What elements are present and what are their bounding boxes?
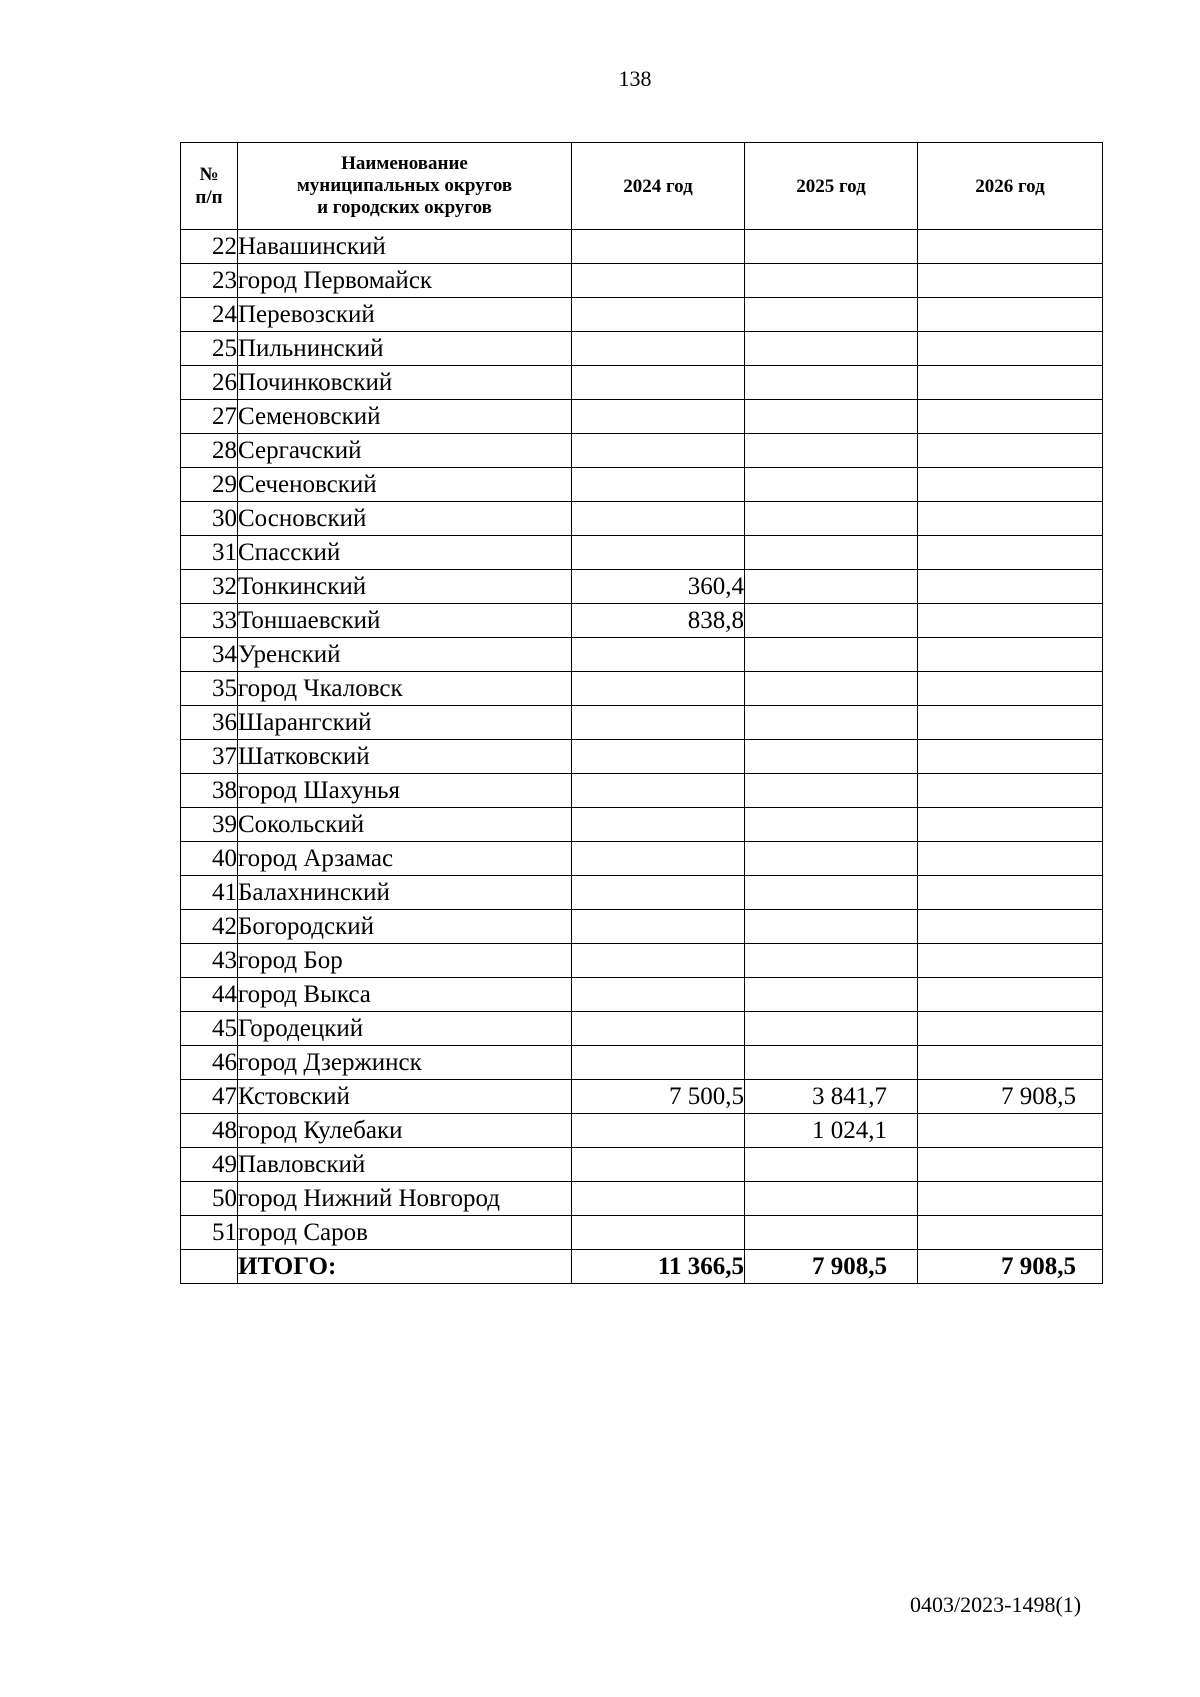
header-2026: 2026 год xyxy=(918,143,1103,230)
total-2025: 7 908,5 xyxy=(745,1250,918,1284)
value-2026 xyxy=(918,264,1103,298)
value-2026 xyxy=(918,638,1103,672)
row-number: 47 xyxy=(181,1080,238,1114)
value-2026 xyxy=(918,1046,1103,1080)
district-name: Семеновский xyxy=(238,400,572,434)
header-name-label: Наименование муниципальных округов и городских округов xyxy=(296,153,513,218)
value-2026 xyxy=(918,706,1103,740)
table-row xyxy=(181,604,1103,638)
value-2024: 360,4 xyxy=(572,570,745,604)
page-number: 138 xyxy=(618,66,652,91)
row-number: 42 xyxy=(181,910,238,944)
district-name: Навашинский xyxy=(238,230,572,264)
table-row xyxy=(181,638,1103,672)
row-number: 23 xyxy=(181,264,238,298)
row-number: 48 xyxy=(181,1114,238,1148)
value-2026 xyxy=(918,332,1103,366)
district-name: Пильнинский xyxy=(238,332,572,366)
value-2026 xyxy=(918,672,1103,706)
value-2025 xyxy=(745,706,918,740)
table-row xyxy=(181,570,1103,604)
table-row xyxy=(181,298,1103,332)
total-label: ИТОГО: xyxy=(238,1250,572,1284)
value-2026 xyxy=(918,1182,1103,1216)
district-name: город Шахунья xyxy=(238,774,572,808)
value-2026: 7 908,5 xyxy=(918,1080,1103,1114)
table-row xyxy=(181,230,1103,264)
table-row xyxy=(181,1012,1103,1046)
value-2025 xyxy=(745,638,918,672)
document-code: 0403/2023-1498(1) xyxy=(910,1592,1082,1617)
value-2024 xyxy=(572,638,745,672)
value-2026 xyxy=(918,774,1103,808)
value-2026 xyxy=(918,1216,1103,1250)
district-name: Сокольский xyxy=(238,808,572,842)
value-2024 xyxy=(572,706,745,740)
value-2025 xyxy=(745,876,918,910)
value-2026 xyxy=(918,876,1103,910)
value-2025 xyxy=(745,536,918,570)
value-2024 xyxy=(572,400,745,434)
value-2026 xyxy=(918,366,1103,400)
value-2025 xyxy=(745,298,918,332)
value-2024 xyxy=(572,468,745,502)
value-2026 xyxy=(918,400,1103,434)
value-2025 xyxy=(745,1216,918,1250)
row-number: 27 xyxy=(181,400,238,434)
district-name: Тоншаевский xyxy=(238,604,572,638)
budget-table xyxy=(180,142,1103,1284)
value-2025 xyxy=(745,978,918,1012)
district-name: город Кулебаки xyxy=(238,1114,572,1148)
value-2025 xyxy=(745,434,918,468)
district-name: Кстовский xyxy=(238,1080,572,1114)
district-name: Сергачский xyxy=(238,434,572,468)
row-number: 31 xyxy=(181,536,238,570)
value-2024 xyxy=(572,298,745,332)
row-number: 38 xyxy=(181,774,238,808)
district-name: Шарангский xyxy=(238,706,572,740)
table-row xyxy=(181,706,1103,740)
district-name: город Дзержинск xyxy=(238,1046,572,1080)
district-name: Городецкий xyxy=(238,1012,572,1046)
district-name: Починковский xyxy=(238,366,572,400)
table-body xyxy=(181,230,1103,1250)
district-name: Перевозский xyxy=(238,298,572,332)
row-number: 24 xyxy=(181,298,238,332)
value-2026 xyxy=(918,604,1103,638)
row-number: 26 xyxy=(181,366,238,400)
value-2024 xyxy=(572,1012,745,1046)
district-name: Сеченовский xyxy=(238,468,572,502)
row-number: 34 xyxy=(181,638,238,672)
district-name: Балахнинский xyxy=(238,876,572,910)
total-2026: 7 908,5 xyxy=(918,1250,1103,1284)
table-row xyxy=(181,910,1103,944)
value-2024 xyxy=(572,978,745,1012)
value-2026 xyxy=(918,434,1103,468)
district-name: город Нижний Новгород xyxy=(238,1182,572,1216)
value-2026 xyxy=(918,978,1103,1012)
value-2026 xyxy=(918,570,1103,604)
table-row xyxy=(181,1046,1103,1080)
value-2024 xyxy=(572,502,745,536)
row-number: 50 xyxy=(181,1182,238,1216)
row-number: 39 xyxy=(181,808,238,842)
value-2025: 1 024,1 xyxy=(745,1114,918,1148)
value-2024 xyxy=(572,1046,745,1080)
value-2026 xyxy=(918,842,1103,876)
header-2025: 2025 год xyxy=(745,143,918,230)
table-row xyxy=(181,400,1103,434)
value-2025 xyxy=(745,910,918,944)
table-row xyxy=(181,672,1103,706)
row-number: 44 xyxy=(181,978,238,1012)
value-2026 xyxy=(918,230,1103,264)
district-name: город Саров xyxy=(238,1216,572,1250)
row-number: 49 xyxy=(181,1148,238,1182)
value-2026 xyxy=(918,298,1103,332)
row-number: 43 xyxy=(181,944,238,978)
row-number: 25 xyxy=(181,332,238,366)
district-name: город Выкса xyxy=(238,978,572,1012)
district-name: Шатковский xyxy=(238,740,572,774)
header-num xyxy=(181,143,238,230)
value-2024: 7 500,5 xyxy=(572,1080,745,1114)
total-2024: 11 366,5 xyxy=(572,1250,745,1284)
value-2025 xyxy=(745,944,918,978)
value-2026 xyxy=(918,808,1103,842)
row-number: 36 xyxy=(181,706,238,740)
table-row xyxy=(181,468,1103,502)
row-number: 22 xyxy=(181,230,238,264)
value-2024 xyxy=(572,1216,745,1250)
value-2026 xyxy=(918,536,1103,570)
value-2026 xyxy=(918,502,1103,536)
value-2025 xyxy=(745,1012,918,1046)
table-row xyxy=(181,332,1103,366)
value-2024 xyxy=(572,332,745,366)
value-2025 xyxy=(745,1046,918,1080)
row-number: 28 xyxy=(181,434,238,468)
value-2026 xyxy=(918,1012,1103,1046)
table-row xyxy=(181,434,1103,468)
row-number: 29 xyxy=(181,468,238,502)
value-2025 xyxy=(745,1182,918,1216)
row-number: 51 xyxy=(181,1216,238,1250)
table-row xyxy=(181,1148,1103,1182)
district-name: Павловский xyxy=(238,1148,572,1182)
value-2025 xyxy=(745,740,918,774)
district-name: город Первомайск xyxy=(238,264,572,298)
value-2025 xyxy=(745,366,918,400)
value-2026 xyxy=(918,740,1103,774)
value-2026 xyxy=(918,1114,1103,1148)
table-row xyxy=(181,1216,1103,1250)
value-2025 xyxy=(745,468,918,502)
value-2024 xyxy=(572,230,745,264)
table-row xyxy=(181,842,1103,876)
row-number: 30 xyxy=(181,502,238,536)
table-header-row xyxy=(181,143,1103,230)
value-2025 xyxy=(745,604,918,638)
total-num-cell xyxy=(181,1250,238,1284)
value-2024 xyxy=(572,672,745,706)
row-number: 45 xyxy=(181,1012,238,1046)
value-2024 xyxy=(572,536,745,570)
value-2024 xyxy=(572,876,745,910)
table-row xyxy=(181,1182,1103,1216)
district-name: город Арзамас xyxy=(238,842,572,876)
value-2025 xyxy=(745,332,918,366)
value-2024 xyxy=(572,1148,745,1182)
district-name: Богородский xyxy=(238,910,572,944)
row-number: 41 xyxy=(181,876,238,910)
value-2025 xyxy=(745,774,918,808)
value-2024 xyxy=(572,910,745,944)
value-2024 xyxy=(572,808,745,842)
table-row xyxy=(181,808,1103,842)
value-2025 xyxy=(745,264,918,298)
value-2025 xyxy=(745,842,918,876)
row-number: 33 xyxy=(181,604,238,638)
value-2024 xyxy=(572,842,745,876)
value-2025 xyxy=(745,230,918,264)
value-2024 xyxy=(572,1182,745,1216)
value-2025: 3 841,7 xyxy=(745,1080,918,1114)
total-row xyxy=(181,1250,1103,1284)
header-num-label: № п/п xyxy=(195,164,223,208)
table-row xyxy=(181,876,1103,910)
value-2024: 838,8 xyxy=(572,604,745,638)
table-row xyxy=(181,366,1103,400)
value-2025 xyxy=(745,502,918,536)
value-2024 xyxy=(572,944,745,978)
row-number: 46 xyxy=(181,1046,238,1080)
table-row xyxy=(181,774,1103,808)
value-2026 xyxy=(918,1148,1103,1182)
table-row xyxy=(181,502,1103,536)
district-name: Спасский xyxy=(238,536,572,570)
value-2024 xyxy=(572,740,745,774)
row-number: 35 xyxy=(181,672,238,706)
value-2024 xyxy=(572,1114,745,1148)
value-2025 xyxy=(745,1148,918,1182)
table-row xyxy=(181,944,1103,978)
value-2025 xyxy=(745,672,918,706)
value-2025 xyxy=(745,400,918,434)
value-2024 xyxy=(572,774,745,808)
table-row xyxy=(181,1114,1103,1148)
row-number: 40 xyxy=(181,842,238,876)
table-row xyxy=(181,536,1103,570)
header-name xyxy=(238,143,572,230)
table-row xyxy=(181,1080,1103,1114)
value-2026 xyxy=(918,910,1103,944)
district-name: Уренский xyxy=(238,638,572,672)
value-2026 xyxy=(918,468,1103,502)
table-row xyxy=(181,264,1103,298)
district-name: город Чкаловск xyxy=(238,672,572,706)
value-2025 xyxy=(745,808,918,842)
table-row xyxy=(181,978,1103,1012)
value-2024 xyxy=(572,366,745,400)
header-2024: 2024 год xyxy=(572,143,745,230)
value-2024 xyxy=(572,434,745,468)
value-2026 xyxy=(918,944,1103,978)
table-row xyxy=(181,740,1103,774)
value-2025 xyxy=(745,570,918,604)
row-number: 32 xyxy=(181,570,238,604)
district-name: город Бор xyxy=(238,944,572,978)
value-2024 xyxy=(572,264,745,298)
district-name: Сосновский xyxy=(238,502,572,536)
row-number: 37 xyxy=(181,740,238,774)
district-name: Тонкинский xyxy=(238,570,572,604)
